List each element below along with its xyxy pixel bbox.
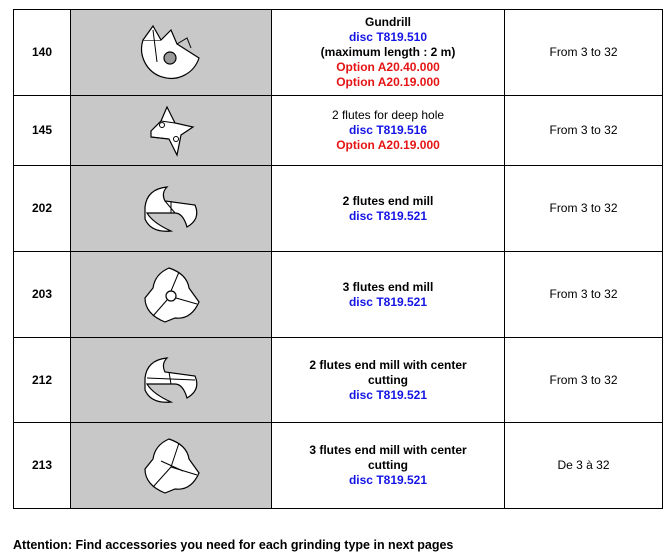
table-row [14, 166, 663, 252]
type-number: 213 [14, 423, 71, 509]
disc-reference: disc T819.521 [348, 208, 428, 223]
deep-hole-drill-icon [131, 101, 211, 161]
tool-name: 2 flutes end mill [342, 193, 434, 208]
type-number: 203 [14, 252, 71, 338]
description-cell [272, 252, 505, 338]
tool-name-continued: cutting [368, 372, 408, 387]
type-number: 202 [14, 166, 71, 252]
tool-name-continued: cutting [368, 458, 408, 472]
option-reference: Option A20.19.000 [336, 75, 440, 89]
description-cell [272, 10, 505, 96]
diameter-range: From 3 to 32 [505, 252, 663, 338]
diameter-range: From 3 to 32 [505, 338, 663, 423]
two-flute-end-mill-icon [131, 179, 211, 239]
attention-note: Attention: Find accessories you need for each grinding type in next pages [13, 538, 454, 552]
option-reference: Option A20.40.000 [336, 60, 440, 74]
description-cell [272, 166, 505, 252]
disc-reference: disc T819.521 [348, 294, 428, 309]
table-row [14, 252, 663, 338]
disc-reference: disc T819.516 [348, 123, 428, 137]
description-cell [272, 423, 505, 509]
option-reference: Option A20.19.000 [336, 138, 440, 152]
table-row [14, 423, 663, 509]
diameter-range: From 3 to 32 [505, 96, 663, 166]
table-row [14, 10, 663, 96]
grinding-types-table [13, 9, 663, 509]
table-row [14, 338, 663, 423]
tool-image-cell [71, 423, 272, 509]
gundrill-icon [131, 18, 211, 88]
max-length-note: (maximum length : 2 m) [320, 45, 456, 59]
tool-name: 2 flutes end mill with center [309, 357, 467, 372]
disc-reference: disc T819.510 [348, 30, 428, 44]
disc-reference: disc T819.521 [348, 387, 428, 402]
tool-image-cell [71, 338, 272, 423]
type-number: 140 [14, 10, 71, 96]
type-number: 145 [14, 96, 71, 166]
tool-name: 3 flutes end mill [342, 279, 434, 294]
diameter-range: De 3 à 32 [505, 423, 663, 509]
tool-name: 2 flutes for deep hole [331, 108, 445, 122]
tool-image-cell [71, 166, 272, 252]
tool-name: 3 flutes end mill with center [309, 443, 467, 457]
diameter-range: From 3 to 32 [505, 10, 663, 96]
description-cell [272, 96, 505, 166]
description-cell [272, 338, 505, 423]
diameter-range: From 3 to 32 [505, 166, 663, 252]
table-row [14, 96, 663, 166]
tool-image-cell [71, 10, 272, 96]
two-flute-center-cutting-icon [131, 350, 211, 410]
three-flute-end-mill-icon [131, 262, 211, 328]
type-number: 212 [14, 338, 71, 423]
tool-image-cell [71, 252, 272, 338]
tool-name: Gundrill [365, 15, 411, 29]
tool-image-cell [71, 96, 272, 166]
disc-reference: disc T819.521 [348, 473, 428, 487]
three-flute-center-cutting-icon [131, 433, 211, 499]
